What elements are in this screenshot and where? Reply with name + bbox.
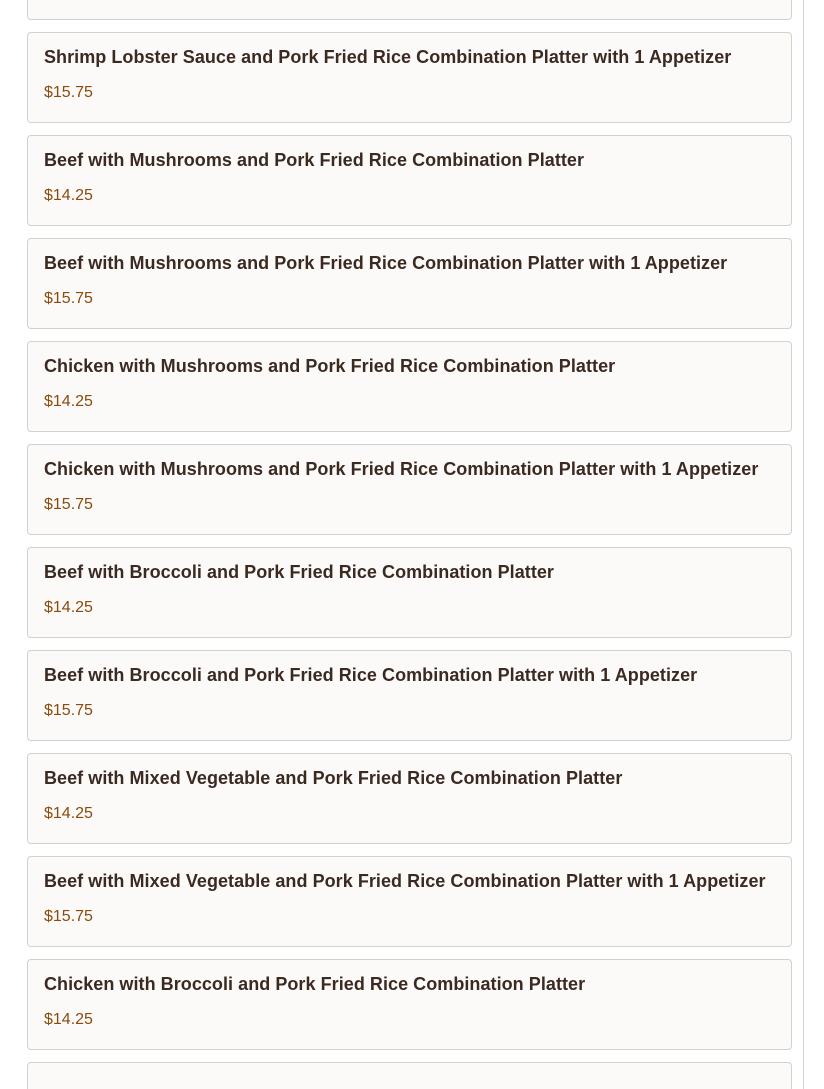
menu-item-name: Beef with Broccoli and Pork Fried Rice Combination Platter with 1 Appetizer [44,665,698,685]
menu-item-card[interactable] [27,0,792,20]
menu-item-list [27,0,792,1089]
menu-item-price: $14.25 [44,187,93,204]
menu-item-price: $15.75 [44,84,93,101]
menu-item-price: $14.25 [44,599,93,616]
menu-item-price: $14.25 [44,1011,93,1028]
menu-item-name: Beef with Mixed Vegetable and Pork Fried Rice Combination Platter with 1 Appetizer [44,871,766,891]
menu-item-price: $14.25 [44,805,93,822]
menu-item-card[interactable] [27,32,792,123]
menu-item-price: $14.25 [44,393,93,410]
menu-item-price: $15.75 [44,496,93,513]
menu-item-card[interactable] [27,959,792,1050]
menu-item-card[interactable] [27,238,792,329]
menu-item-card[interactable] [27,650,792,741]
menu-item-card[interactable] [27,444,792,535]
menu-item-name: Beef with Broccoli and Pork Fried Rice Combination Platter [44,562,554,582]
menu-item-name: Chicken with Mushrooms and Pork Fried Rice Combination Platter with 1 Appetizer [44,459,759,479]
menu-item-name: Chicken with Mushrooms and Pork Fried Rice Combination Platter [44,356,616,376]
menu-item-price: $15.75 [44,290,93,307]
menu-item-card[interactable] [27,753,792,844]
menu-item-name: Beef with Mixed Vegetable and Pork Fried Rice Combination Platter [44,768,623,788]
menu-item-card[interactable] [27,341,792,432]
menu-item-price: $15.75 [44,702,93,719]
menu-item-name: Beef with Mushrooms and Pork Fried Rice Combination Platter [44,150,585,170]
menu-item-card[interactable] [27,856,792,947]
menu-item-card[interactable] [27,547,792,638]
menu-item-name: Beef with Mushrooms and Pork Fried Rice Combination Platter with 1 Appetizer [44,253,728,273]
menu-item-name: Shrimp Lobster Sauce and Pork Fried Rice Combination Platter with 1 Appetizer [44,47,732,67]
menu-item-card[interactable] [27,1062,792,1089]
menu-item-card[interactable] [27,135,792,226]
menu-item-price: $15.75 [44,908,93,925]
menu-item-name: Chicken with Broccoli and Pork Fried Rice Combination Platter [44,974,586,994]
